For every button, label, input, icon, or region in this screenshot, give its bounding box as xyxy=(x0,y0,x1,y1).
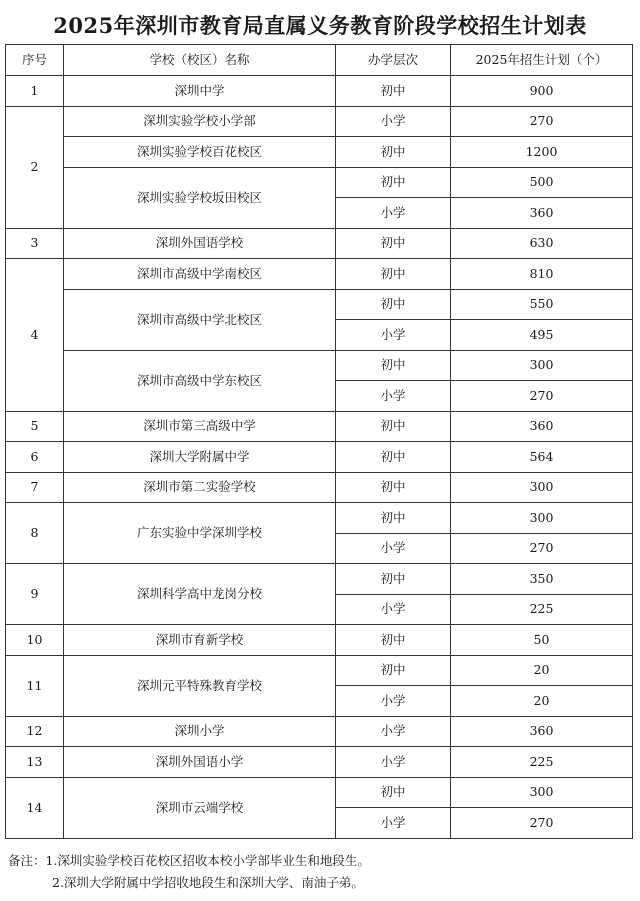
note-line-2: 2.深圳大学附属中学招收地段生和深圳大学、南油子弟。 xyxy=(52,875,364,890)
table-row xyxy=(6,137,633,168)
school-level: 小学 xyxy=(336,320,451,351)
school-name: 深圳市高级中学北校区 xyxy=(64,289,336,350)
plan-count: 360 xyxy=(451,716,633,747)
school-level: 初中 xyxy=(336,655,451,686)
row-num: 5 xyxy=(6,411,64,442)
school-name: 深圳元平特殊教育学校 xyxy=(64,655,336,716)
plan-count: 300 xyxy=(451,472,633,503)
school-level: 初中 xyxy=(336,472,451,503)
school-name: 广东实验中学深圳学校 xyxy=(64,503,336,564)
school-level: 小学 xyxy=(336,198,451,229)
row-num: 2 xyxy=(6,106,64,228)
table-row xyxy=(6,655,633,686)
school-name: 深圳外国语学校 xyxy=(64,228,336,259)
plan-count: 225 xyxy=(451,594,633,625)
header-num: 序号 xyxy=(6,45,64,76)
row-num: 11 xyxy=(6,655,64,716)
plan-count: 270 xyxy=(451,808,633,839)
row-num: 9 xyxy=(6,564,64,625)
plan-count: 500 xyxy=(451,167,633,198)
table-row xyxy=(6,472,633,503)
school-level: 初中 xyxy=(336,411,451,442)
table-row xyxy=(6,442,633,473)
plan-count: 225 xyxy=(451,747,633,778)
table-row xyxy=(6,564,633,595)
plan-count: 270 xyxy=(451,106,633,137)
school-name: 深圳市第三高级中学 xyxy=(64,411,336,442)
school-level: 小学 xyxy=(336,533,451,564)
row-num: 13 xyxy=(6,747,64,778)
plan-count: 20 xyxy=(451,655,633,686)
plan-count: 630 xyxy=(451,228,633,259)
school-name: 深圳市育新学校 xyxy=(64,625,336,656)
plan-count: 810 xyxy=(451,259,633,290)
table-row xyxy=(6,747,633,778)
plan-count: 300 xyxy=(451,777,633,808)
plan-count: 300 xyxy=(451,503,633,534)
row-num: 3 xyxy=(6,228,64,259)
school-level: 初中 xyxy=(336,167,451,198)
header-plan: 2025年招生计划（个） xyxy=(451,45,633,76)
table-row xyxy=(6,411,633,442)
page-title: 2025年深圳市教育局直属义务教育阶段学校招生计划表 xyxy=(53,13,587,38)
school-name: 深圳市云端学校 xyxy=(64,777,336,838)
school-level: 初中 xyxy=(336,625,451,656)
plan-count: 270 xyxy=(451,533,633,564)
plan-count: 564 xyxy=(451,442,633,473)
plan-count: 270 xyxy=(451,381,633,412)
school-level: 初中 xyxy=(336,259,451,290)
school-level: 初中 xyxy=(336,289,451,320)
table-row xyxy=(6,76,633,107)
plan-count: 495 xyxy=(451,320,633,351)
school-level: 小学 xyxy=(336,381,451,412)
row-num: 4 xyxy=(6,259,64,412)
school-level: 初中 xyxy=(336,777,451,808)
school-level: 小学 xyxy=(336,716,451,747)
school-level: 初中 xyxy=(336,137,451,168)
school-name: 深圳科学高中龙岗分校 xyxy=(64,564,336,625)
plan-count: 300 xyxy=(451,350,633,381)
table-row xyxy=(6,777,633,808)
notes xyxy=(8,850,633,894)
school-name: 深圳市高级中学南校区 xyxy=(64,259,336,290)
header-name: 学校（校区）名称 xyxy=(64,45,336,76)
plan-count: 350 xyxy=(451,564,633,595)
plan-count: 900 xyxy=(451,76,633,107)
plan-count: 550 xyxy=(451,289,633,320)
table-row xyxy=(6,259,633,290)
row-num: 10 xyxy=(6,625,64,656)
note-line-1: 备注：1.深圳实验学校百花校区招收本校小学部毕业生和地段生。 xyxy=(8,853,370,868)
school-level: 初中 xyxy=(336,350,451,381)
school-level: 初中 xyxy=(336,564,451,595)
school-name: 深圳实验学校百花校区 xyxy=(64,137,336,168)
table-row xyxy=(6,625,633,656)
plan-count: 360 xyxy=(451,198,633,229)
school-level: 小学 xyxy=(336,747,451,778)
header-level: 办学层次 xyxy=(336,45,451,76)
school-name: 深圳外国语小学 xyxy=(64,747,336,778)
table-row xyxy=(6,716,633,747)
school-name: 深圳实验学校小学部 xyxy=(64,106,336,137)
school-level: 初中 xyxy=(336,442,451,473)
row-num: 14 xyxy=(6,777,64,838)
table-row xyxy=(6,167,633,198)
table-row xyxy=(6,106,633,137)
school-level: 小学 xyxy=(336,594,451,625)
table-row xyxy=(6,350,633,381)
school-level: 初中 xyxy=(336,228,451,259)
school-level: 初中 xyxy=(336,503,451,534)
school-name: 深圳实验学校坂田校区 xyxy=(64,167,336,228)
row-num: 1 xyxy=(6,76,64,107)
school-level: 小学 xyxy=(336,808,451,839)
table-header-row xyxy=(6,45,633,76)
school-name: 深圳中学 xyxy=(64,76,336,107)
plan-count: 20 xyxy=(451,686,633,717)
plan-count: 1200 xyxy=(451,137,633,168)
school-level: 小学 xyxy=(336,106,451,137)
row-num: 7 xyxy=(6,472,64,503)
table-row xyxy=(6,503,633,534)
row-num: 12 xyxy=(6,716,64,747)
enrollment-plan-table xyxy=(5,44,633,839)
school-level: 初中 xyxy=(336,76,451,107)
plan-count: 360 xyxy=(451,411,633,442)
table-row xyxy=(6,289,633,320)
school-name: 深圳小学 xyxy=(64,716,336,747)
plan-count: 50 xyxy=(451,625,633,656)
school-level: 小学 xyxy=(336,686,451,717)
school-name: 深圳市第二实验学校 xyxy=(64,472,336,503)
school-name: 深圳大学附属中学 xyxy=(64,442,336,473)
row-num: 8 xyxy=(6,503,64,564)
school-name: 深圳市高级中学东校区 xyxy=(64,350,336,411)
row-num: 6 xyxy=(6,442,64,473)
table-row xyxy=(6,228,633,259)
